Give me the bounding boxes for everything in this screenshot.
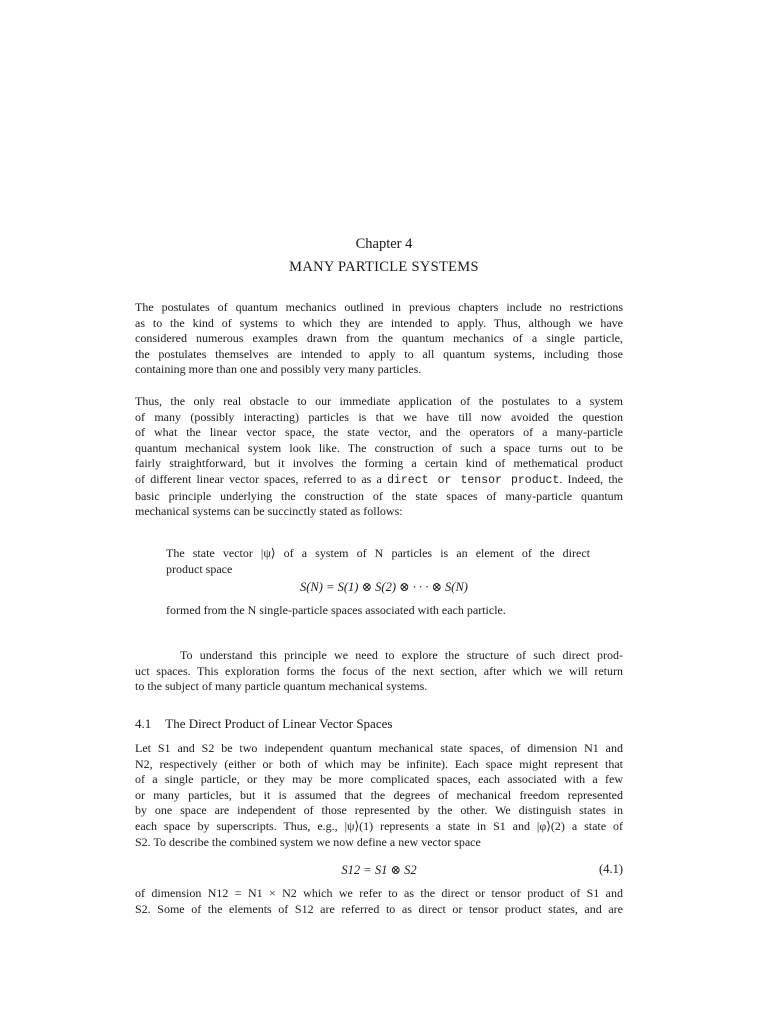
text-fragment: . Indeed, the <box>559 471 624 486</box>
text-line: The state vector |ψ⟩ of a system of N particles is an element of the direct <box>166 546 590 560</box>
text-line: as to the kind of systems to which they are intended to apply. Thus, although we have <box>135 315 623 330</box>
paragraph-tensor-product <box>135 886 623 917</box>
equation-number: (4.1) <box>599 862 623 876</box>
text-line: fairly straightforward, but it involves the forming a certain kind of methematical product <box>135 456 623 471</box>
chapter-title: MANY PARTICLE SYSTEMS <box>289 259 479 275</box>
text-line: by one space are independent of those represented by the other. We distinguish states in <box>135 803 623 818</box>
principle-tail: formed from the N single-particle spaces associated with each particle. <box>166 603 506 617</box>
chapter-label: Chapter 4 <box>355 236 413 252</box>
paragraph-transition <box>135 648 623 695</box>
text-line: To understand this principle we need to explore the structure of such direct prod- <box>180 648 623 662</box>
section-number: 4.1 <box>135 716 152 731</box>
term-direct-product: direct or tensor product <box>387 473 560 487</box>
principle-equation: S(N) = S(1) ⊗ S(2) ⊗ · · · ⊗ S(N) <box>300 580 468 594</box>
text-line: S2. Some of the elements of S12 are referred to as direct or tensor product states, and are <box>135 901 623 916</box>
text-line: Let S1 and S2 be two independent quantum mechanical state spaces, of dimension N1 and <box>135 741 623 755</box>
text-line: each space by superscripts. Thus, e.g., |ψ⟩(1) represents a state in S1 and |φ⟩(2) a state of <box>135 818 623 833</box>
text-line: of dimension N12 = N1 × N2 which we refer to as the direct or tensor product of S1 and <box>135 886 623 900</box>
text-line: Thus, the only real obstacle to our immediate application of the postulates to a system <box>135 394 623 408</box>
text-line: of what the linear vector space, the state vector, and the operators of a many-particle <box>135 425 623 440</box>
paragraph-intro <box>135 300 623 378</box>
paragraph-definitions <box>135 741 623 850</box>
text-line: quantum mechanical system look like. The construction of such a space turns out to be <box>135 440 623 455</box>
text-line: The postulates of quantum mechanics outlined in previous chapters include no restrictions <box>135 300 623 314</box>
paragraph-obstacle <box>135 394 623 520</box>
text-line: the postulates themselves are intended to apply to all quantum systems, including those <box>135 346 623 361</box>
text-line <box>135 472 623 489</box>
text-line: containing more than one and possibly very many particles. <box>135 362 422 377</box>
text-line: product space <box>166 561 233 576</box>
text-line: or many particles, but it is assumed that the degrees of mechanical freedom represented <box>135 787 623 802</box>
text-line: of a single particle, or they may be more complicated spaces, each associated with a few <box>135 772 623 787</box>
section-title: The Direct Product of Linear Vector Spaces <box>165 716 393 731</box>
equation-body: S12 = S1 ⊗ S2 <box>341 863 417 877</box>
text-line: S2. To describe the combined system we now define a new vector space <box>135 834 481 849</box>
principle-statement <box>166 546 590 577</box>
text-line: to the subject of many particle quantum mechanical systems. <box>135 679 428 694</box>
text-line: considered numerous examples drawn from the quantum mechanics of a single particle, <box>135 331 623 346</box>
text-fragment: of different linear vector spaces, referred to as a <box>135 471 382 486</box>
section-heading <box>135 716 392 732</box>
text-line: mechanical systems can be succinctly stated as follows: <box>135 504 403 519</box>
text-line: of many (possibly interacting) particles is that we have till now avoided the question <box>135 409 623 424</box>
text-line: N2, respectively (either or both of which may be infinite). Each space might represent that <box>135 756 623 771</box>
text-line: basic principle underlying the construction of the state spaces of many-particle quantum <box>135 488 623 503</box>
text-line: uct spaces. This exploration forms the focus of the next section, after which we will return <box>135 663 623 678</box>
